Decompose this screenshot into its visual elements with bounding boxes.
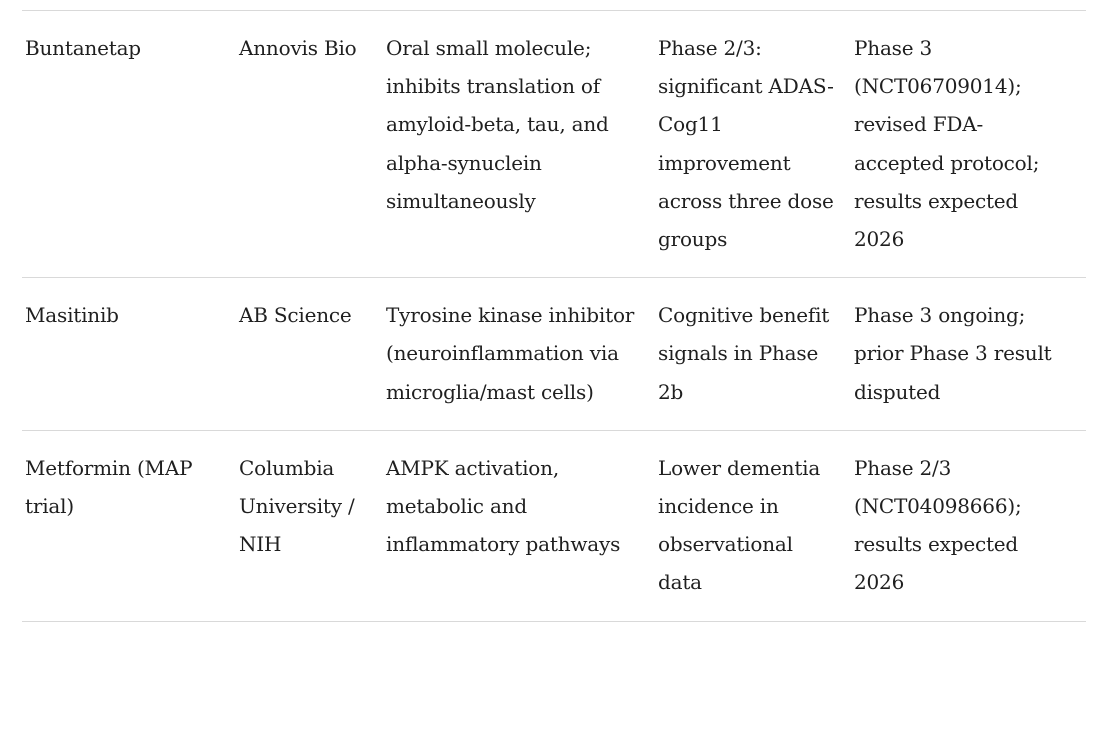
evidence-cell: Cognitive benefit signals in Phase 2b bbox=[658, 303, 830, 404]
drug-table-container bbox=[22, 10, 1086, 622]
drug-name-cell: Buntanetap bbox=[25, 36, 141, 60]
evidence-cell: Phase 2/3: significant ADAS-Cog11 improvement across three dose groups bbox=[658, 36, 834, 252]
table-row bbox=[22, 278, 1086, 431]
status-cell: Phase 2/3 (NCT04098666); results expected 2026 bbox=[854, 455, 1022, 595]
mechanism-cell: Tyrosine kinase inhibitor (neuroinflammation via microglia/mast cells) bbox=[386, 303, 635, 404]
mechanism-cell: AMPK activation, metabolic and inflammatory pathways bbox=[386, 455, 621, 557]
status-cell: Phase 3 (NCT06709014); revised FDA-accepted protocol; results expected 2026 bbox=[854, 36, 1040, 252]
mechanism-cell: Oral small molecule; inhibits translation of amyloid-beta, tau, and alpha-synuclein simultaneously bbox=[386, 36, 609, 213]
status-cell: Phase 3 ongoing; prior Phase 3 result disputed bbox=[854, 303, 1052, 404]
drug-pipeline-table bbox=[22, 10, 1086, 622]
sponsor-cell: AB Science bbox=[239, 303, 352, 328]
drug-name-cell: Masitinib bbox=[25, 303, 119, 328]
drug-name-cell: Metformin (MAP trial) bbox=[25, 455, 193, 519]
sponsor-cell: Columbia University / NIH bbox=[239, 455, 355, 557]
sponsor-cell: Annovis Bio bbox=[239, 36, 357, 60]
table-row bbox=[22, 11, 1086, 278]
evidence-cell: Lower dementia incidence in observational data bbox=[658, 455, 821, 595]
table-row bbox=[22, 430, 1086, 621]
